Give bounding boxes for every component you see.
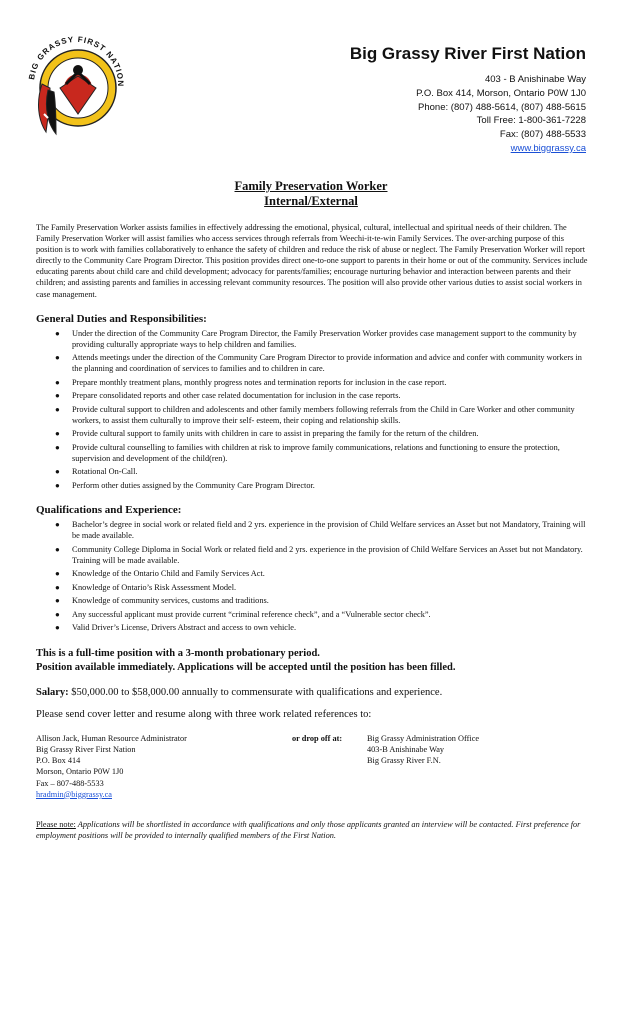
contact-block	[36, 733, 588, 805]
bullet-icon: ●	[55, 596, 60, 606]
job-title-line1: Family Preservation Worker	[234, 179, 388, 193]
bullet-icon: ●	[55, 328, 60, 338]
qualifications-list	[36, 519, 588, 633]
bullet-icon: ●	[55, 609, 60, 619]
bullet-icon: ●	[55, 480, 60, 490]
note-text: Applications will be shortlisted in accordance with qualifications and only those applicants granted an interview will be contacted. First preference for employment positions will be provided to internally qualified members of the First Nation.	[36, 820, 581, 841]
salary-value: $50,000.00 to $58,000.00 annually to commensurate with qualifications and experience.	[68, 687, 443, 699]
list-item: ● Perform other duties assigned by the Community Care Program Director.	[55, 480, 315, 490]
position-statement	[36, 647, 588, 674]
duties-list	[36, 328, 588, 491]
list-item: ● Any successful applicant must provide current “criminal reference check”, and a “Vulnerable sector check”.	[55, 609, 431, 619]
logo-text: BIG GRASSY FIRST NATION	[27, 34, 126, 88]
document-body	[36, 222, 588, 841]
list-item: ● Provide cultural support to family units with children in care to assist in preparing the family for the return of the children.	[55, 429, 479, 439]
bullet-icon: ●	[55, 520, 60, 529]
position-line2: Position available immediately. Applications will be accepted until the position has been filled.	[36, 661, 456, 673]
bullet-icon: ●	[55, 353, 60, 363]
bullet-icon: ●	[55, 442, 60, 452]
bullet-icon: ●	[55, 569, 60, 579]
bullet-icon: ●	[55, 582, 60, 592]
please-note	[36, 819, 588, 841]
job-title-line2: Internal/External	[264, 194, 358, 208]
bullet-icon: ●	[55, 391, 60, 401]
org-toll-free: Toll Free: 1-800-361-7228	[476, 115, 586, 127]
drop-off-address	[367, 733, 479, 766]
org-address: 403 - B Anishinabe Way	[484, 74, 586, 85]
duties-heading: General Duties and Responsibilities:	[36, 312, 207, 325]
bullet-icon: ●	[55, 544, 60, 554]
qualifications-heading: Qualifications and Experience:	[36, 504, 182, 516]
list-item: ● Community College Diploma in Social Work or related field and 2 yrs. experience in the provision of Child Welfare Services an Asset but not Mandatory. Training will be made available.	[55, 544, 583, 565]
list-item: ● Bachelor’s degree in social work or related field and 2 yrs. experience in the provision of Child Welfare services an Asset but not Mandatory, Training will be made available.	[55, 520, 586, 541]
drop-office: Big Grassy Administration Office	[367, 734, 480, 744]
list-item: ● Prepare monthly treatment plans, monthly progress notes and termination reports for inclusion in the case report.	[55, 377, 447, 387]
bullet-icon: ●	[55, 467, 60, 477]
job-title	[0, 179, 622, 209]
list-item: ● Knowledge of the Ontario Child and Family Services Act.	[55, 569, 265, 579]
contact-fax: Fax – 807-488-5533	[36, 778, 104, 788]
letterhead-info	[350, 44, 586, 156]
bullet-icon: ●	[55, 429, 60, 439]
org-po-box: P.O. Box 414, Morson, Ontario P0W 1J0	[416, 87, 586, 99]
org-phone: Phone: (807) 488-5614, (807) 488-5615	[418, 101, 586, 113]
bullet-icon: ●	[55, 623, 60, 633]
website-link[interactable]: www.biggrassy.ca	[510, 142, 586, 154]
list-item: ● Knowledge of Ontario’s Risk Assessment Model.	[55, 582, 237, 592]
list-item: ● Attends meetings under the direction of the Community Care Program Director to provide information and advice and confer with community workers in the planning and coordination of services to families and to children in care.	[55, 353, 582, 374]
list-item: ● Under the direction of the Community Care Program Director, the Family Preservation Worker provides case management support to the community by providing culturally appropriate ways to help children and families.	[55, 328, 577, 349]
list-item: ● Valid Driver’s License, Drivers Abstract and access to own vehicle.	[55, 623, 297, 633]
contact-city: Morson, Ontario P0W 1J0	[36, 767, 124, 777]
salary-line	[36, 687, 588, 698]
list-item: ● Prepare consolidated reports and other case related documentation for inclusion in the case reports.	[55, 391, 401, 401]
drop-off-label: or drop off at:	[292, 734, 343, 744]
email-link[interactable]: hradmin@biggrassy.ca	[36, 789, 112, 799]
mailing-contact	[36, 733, 187, 800]
position-line1: This is a full-time position with a 3-month probationary period.	[36, 648, 320, 660]
contact-org: Big Grassy River First Nation	[36, 745, 136, 755]
list-item: ● Knowledge of community services, customs and traditions.	[55, 596, 269, 606]
list-item: ● Provide cultural counselling to families with children at risk to improve family communications, relations and functioning to ensure the protection, supervision and development of the child(ren).	[55, 442, 560, 463]
contact-po: P.O. Box 414	[36, 756, 81, 766]
first-nation-logo	[20, 28, 132, 140]
org-fax: Fax: (807) 488-5533	[499, 129, 586, 141]
list-item: ● Rotational On-Call.	[55, 467, 138, 477]
drop-address: 403-B Anishinabe Way	[367, 745, 445, 755]
drop-place: Big Grassy River F.N.	[367, 756, 441, 766]
please-send-instructions: Please send cover letter and resume along with three work related references to:	[36, 709, 372, 721]
intro-paragraph: The Family Preservation Worker assists families in effectively addressing the emotional, physical, cultural, intellectual and spiritual needs of their children. The Family Preservation Worker will assist families who access services through referrals from Weechi-it-te-win Family Services. The over-arching purpose of this position is to work with families collaboratively to enhance the safety of children and reduce the risk of abuse or neglect. The Family Preservation Worker will report directly to the Community Care Program Director. This position provides direct one-to-one support to parents in their home or out of the community. Services include educating parents about child care and child development; advocacy for parents/families; encourage nurturing behavior and interaction between parents and their children; and assisting parents and families in accessing relevant community resources. The position will also provide other various duties to assist social workers in case management.	[36, 223, 588, 299]
list-item: ● Provide cultural support to children and adolescents and other family members following referrals from the Child in Care Worker and other community workers, to assist them culturally to improve their self- esteem, their coping and relationship skills.	[55, 404, 575, 425]
bullet-icon: ●	[55, 404, 60, 414]
salary-label: Salary:	[36, 687, 69, 699]
contact-name: Allison Jack, Human Resource Administrator	[36, 734, 187, 744]
org-name: Big Grassy River First Nation	[349, 44, 586, 63]
note-label: Please note:	[36, 820, 76, 830]
bullet-icon: ●	[55, 377, 60, 387]
